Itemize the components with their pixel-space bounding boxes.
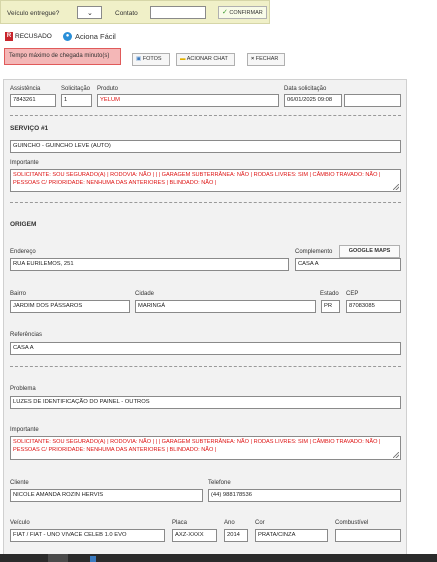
google-maps-button[interactable]: GOOGLE MAPS [339, 245, 400, 258]
solicitacao-field[interactable]: 1 [61, 94, 92, 107]
problema-label: Problema [10, 386, 36, 392]
cliente-field[interactable]: NICOLE AMANDA ROZIN HERVIS [10, 489, 203, 502]
problema-importante-label: Importante [10, 427, 39, 433]
placa-field[interactable]: AXZ-XXXX [172, 529, 217, 542]
complemento-label: Complemento [295, 249, 333, 255]
veiculo-entregue-select[interactable] [77, 6, 102, 19]
close-icon: × [251, 56, 255, 62]
estado-label: Estado [320, 291, 339, 297]
extra-field[interactable] [344, 94, 401, 107]
tempo-maximo-alert: Tempo máximo de chegada minuto(s) [4, 48, 121, 65]
servico-importante-label: Importante [10, 160, 39, 166]
produto-label: Produto [97, 86, 119, 92]
servico-title: SERVIÇO #1 [10, 125, 49, 132]
chat-icon: ▬ [180, 56, 186, 62]
combustivel-field[interactable] [335, 529, 401, 542]
telefone-field[interactable]: (44) 988178536 [208, 489, 401, 502]
check-icon: ✓ [222, 9, 228, 16]
cidade-label: Cidade [135, 291, 155, 297]
cep-label: CEP [346, 291, 359, 297]
placa-label: Placa [172, 520, 188, 526]
confirmar-button[interactable]: ✓ CONFIRMAR [218, 6, 267, 19]
taskbar-app-icon[interactable] [90, 556, 96, 562]
problema-importante-textarea[interactable]: SOLICITANTE: SOU SEGURADO(A) | RODOVIA: NÃO | | | GARAGEM SUBTERRÂNEA: NÃO | RODAS LIVRES: SIM | CÂMBIO TRAVADO: NÃO | PESSOAS C/ PRIORIDADE: NENHUMA DAS ANTERIORES | BLINDADO: NÃO | [10, 436, 401, 460]
ano-field[interactable]: 2014 [224, 529, 248, 542]
complemento-field[interactable]: CASA A [295, 258, 401, 271]
divider [10, 202, 401, 203]
assistencia-field[interactable]: 7843261 [10, 94, 56, 107]
fechar-button[interactable]: × FECHAR [247, 53, 285, 66]
cidade-field[interactable]: MARINGÁ [135, 300, 316, 313]
endereco-field[interactable]: RUA EURILEMOS, 251 [10, 258, 289, 271]
resize-grip-icon[interactable] [393, 452, 399, 458]
endereco-label: Endereço [10, 249, 36, 255]
cep-field[interactable]: 87083085 [346, 300, 401, 313]
bairro-label: Bairro [10, 291, 27, 297]
servico-importante-textarea[interactable]: SOLICITANTE: SOU SEGURADO(A) | RODOVIA: NÃO | | | GARAGEM SUBTERRÂNEA: NÃO | RODAS LIVRES: SIM | CÂMBIO TRAVADO: NÃO | PESSOAS C/ PRIORIDADE: NENHUMA DAS ANTERIORES | BLINDADO: NÃO | [10, 169, 401, 192]
data-solicitacao-label: Data solicitação [284, 86, 327, 92]
problema-field[interactable]: LUZES DE IDENTIFICAÇÃO DO PAINEL - OUTROS [10, 396, 401, 409]
acionar-chat-button[interactable]: ▬ ACIONAR CHAT [176, 53, 235, 66]
delivery-confirmation-bar [0, 0, 270, 24]
referencias-field[interactable]: CASA A [10, 342, 401, 355]
aciona-facil-icon: ● [63, 32, 72, 41]
veiculo-field[interactable]: FIAT / FIAT - UNO VIVACE CELEB 1.0 EVO [10, 529, 165, 542]
cor-field[interactable]: PRATA/CINZA [255, 529, 328, 542]
divider [10, 366, 401, 367]
produto-field[interactable]: YELUM [97, 94, 279, 107]
estado-field[interactable]: PR [321, 300, 340, 313]
cliente-label: Cliente [10, 480, 29, 486]
contato-label: Contato [115, 10, 138, 17]
veiculo-label: Veículo [10, 520, 30, 526]
assistencia-label: Assistência [10, 86, 41, 92]
telefone-label: Telefone [208, 480, 231, 486]
ano-label: Ano [224, 520, 235, 526]
recusado-icon: R [6, 33, 12, 39]
camera-icon: ▣ [136, 56, 142, 62]
contato-input[interactable] [150, 6, 206, 19]
resize-grip-icon[interactable] [393, 184, 399, 190]
cor-label: Cor [255, 520, 265, 526]
divider [10, 115, 401, 116]
taskbar-item[interactable] [48, 554, 68, 562]
data-solicitacao-field[interactable]: 06/01/2025 09:08 [284, 94, 342, 107]
combustivel-label: Combustível [335, 520, 369, 526]
servico-field[interactable]: GUINCHO - GUINCHO LEVE (AUTO) [10, 140, 401, 153]
taskbar [0, 554, 437, 562]
referencias-label: Referências [10, 332, 43, 338]
origem-title: ORIGEM [10, 221, 37, 228]
solicitacao-label: Solicitação [61, 86, 91, 92]
veiculo-entregue-label: Veículo entregue? [7, 10, 60, 17]
chevron-down-icon: ⌄ [87, 10, 93, 17]
bairro-field[interactable]: JARDIM DOS PÁSSAROS [10, 300, 130, 313]
fotos-button[interactable]: ▣ FOTOS [132, 53, 170, 66]
